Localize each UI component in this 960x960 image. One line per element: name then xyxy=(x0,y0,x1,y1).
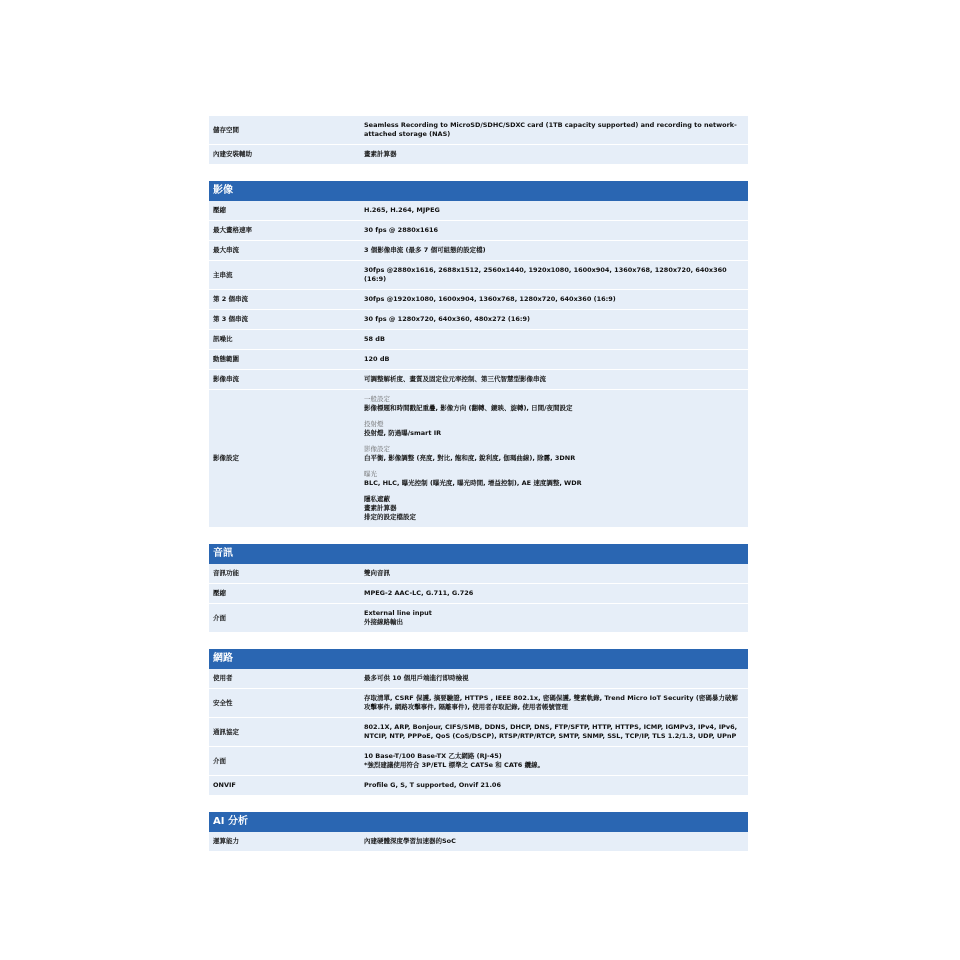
spec-label: 壓縮 xyxy=(213,589,226,597)
spec-label: 音訊功能 xyxy=(213,569,239,577)
spec-value xyxy=(364,718,748,746)
spec-section xyxy=(209,181,748,528)
group-text: 投射燈, 防過曝/smart IR xyxy=(364,429,442,437)
spec-section xyxy=(209,649,748,796)
spec-label: ONVIF xyxy=(213,781,236,789)
spec-row xyxy=(209,832,748,852)
spec-value xyxy=(364,330,748,349)
setting-group xyxy=(364,470,744,488)
value-line: 存取清單, CSRF 保護, 摘要驗證, HTTPS , IEEE 802.1x, 密碼保護, 雙素軌錄, Trend Micro IoT Security (密碼暴力破解攻擊事件, 網路攻擊事件, 隔離事件), 使用者存取記錄, 使用者帳號管理 xyxy=(364,694,738,711)
spec-label: 介面 xyxy=(213,613,226,622)
spec-label: 第 2 個串流 xyxy=(213,295,249,303)
group-caption: 曝光 xyxy=(364,470,377,478)
section-header: AI 分析 xyxy=(209,812,748,832)
section-header: 網路 xyxy=(209,649,748,669)
value-line: 30 fps @ 1280x720, 640x360, 480x272 (16:9) xyxy=(364,315,531,323)
group-caption: 影像設定 xyxy=(364,445,390,453)
spec-label: 最大串流 xyxy=(213,246,239,254)
value-line: Profile G, S, T supported, Onvif 21.06 xyxy=(364,781,501,789)
spec-label: 運算能力 xyxy=(213,837,239,845)
spec-row xyxy=(209,201,748,221)
spec-row xyxy=(209,116,748,145)
setting-group xyxy=(364,420,744,438)
spec-value xyxy=(364,832,748,851)
spec-label: 安全性 xyxy=(213,698,233,707)
spec-value xyxy=(364,564,748,583)
setting-group xyxy=(364,445,744,463)
section-header: 影像 xyxy=(209,181,748,201)
spec-label: 第 3 個串流 xyxy=(213,315,249,323)
value-line: 外接線路輸出 xyxy=(364,618,403,626)
group-caption: 一般設定 xyxy=(364,395,390,403)
spec-value xyxy=(364,241,748,260)
spec-row xyxy=(209,390,748,528)
group-text: BLC, HLC, 曝光控制 (曝光度, 曝光時間, 增益控制), AE 速度調整, WDR xyxy=(364,479,582,487)
spec-value xyxy=(364,145,748,164)
spec-row xyxy=(209,564,748,584)
spec-row xyxy=(209,689,748,718)
spec-value xyxy=(364,390,748,527)
spec-label: 介面 xyxy=(213,756,226,765)
spec-value xyxy=(364,669,748,688)
spec-section xyxy=(209,812,748,852)
spec-value xyxy=(364,370,748,389)
value-line: *強烈建議使用符合 3P/ETL 標準之 CAT5e 和 CAT6 纜線。 xyxy=(364,761,545,769)
group-text: 白平衡, 影像調整 (亮度, 對比, 飽和度, 銳利度, 伽瑪曲線), 除霧, 3DNR xyxy=(364,454,576,462)
spec-label: 主串流 xyxy=(213,270,233,279)
spec-label: 訊噪比 xyxy=(213,335,233,343)
section-header: 音訊 xyxy=(209,544,748,564)
spec-value xyxy=(364,290,748,309)
spec-row xyxy=(209,330,748,350)
group-text: 影像標題和時間戳記重疊, 影像方向 (翻轉、鏡映、旋轉), 日間/夜間設定 xyxy=(364,404,573,412)
spec-label: 內建安裝輔助 xyxy=(213,150,252,158)
spec-sheet xyxy=(209,116,748,868)
value-line: 30fps @1920x1080, 1600x904, 1360x768, 1280x720, 640x360 (16:9) xyxy=(364,295,616,303)
spec-label: 使用者 xyxy=(213,674,233,682)
value-line: 120 dB xyxy=(364,355,390,363)
spec-value xyxy=(364,689,748,717)
spec-label: 影像串流 xyxy=(213,375,239,383)
group-text: 畫素計算器 xyxy=(364,504,397,512)
spec-row xyxy=(209,241,748,261)
spec-value xyxy=(364,221,748,240)
value-line: 3 個影像串流 (最多 7 個可組態的設定檔) xyxy=(364,246,486,254)
spec-value xyxy=(364,350,748,369)
spec-value xyxy=(364,604,748,632)
spec-label: 儲存空間 xyxy=(213,125,239,134)
spec-value xyxy=(364,747,748,775)
spec-label: 壓縮 xyxy=(213,206,226,214)
spec-section xyxy=(209,544,748,633)
value-line: Seamless Recording to MicroSD/SDHC/SDXC card (1TB capacity supported) and recording to network-attached storage (NAS) xyxy=(364,121,737,138)
spec-value xyxy=(364,201,748,220)
spec-row xyxy=(209,604,748,633)
spec-row xyxy=(209,584,748,604)
spec-section xyxy=(209,116,748,165)
value-line: 30fps @2880x1616, 2688x1512, 2560x1440, 1920x1080, 1600x904, 1360x768, 1280x720, 640x360 (16:9) xyxy=(364,266,727,283)
spec-label: 最大畫格速率 xyxy=(213,226,252,234)
value-line: 可調整解析度、畫質及固定位元率控制、第三代智慧型影像串流 xyxy=(364,375,546,383)
spec-value xyxy=(364,261,748,289)
value-line: 內建硬體深度學習加速器的SoC xyxy=(364,837,456,845)
spec-row xyxy=(209,290,748,310)
group-caption: 投射燈 xyxy=(364,420,384,428)
value-line: 10 Base-T/100 Base-TX 乙太網路 (RJ-45) xyxy=(364,752,502,760)
value-line: 畫素計算器 xyxy=(364,150,397,158)
spec-value xyxy=(364,116,748,144)
value-line: 30 fps @ 2880x1616 xyxy=(364,226,439,234)
spec-value xyxy=(364,776,748,795)
spec-row xyxy=(209,310,748,330)
setting-group xyxy=(364,395,744,413)
spec-row xyxy=(209,747,748,776)
spec-label: 影像設定 xyxy=(213,454,239,462)
spec-value xyxy=(364,310,748,329)
spec-label: 動態範圍 xyxy=(213,355,239,363)
spec-row xyxy=(209,370,748,390)
value-line: 雙向音訊 xyxy=(364,569,390,577)
spec-row xyxy=(209,669,748,689)
spec-row xyxy=(209,145,748,165)
value-line: 802.1X, ARP, Bonjour, CIFS/SMB, DDNS, DHCP, DNS, FTP/SFTP, HTTP, HTTPS, ICMP, IGMPv3, IPv4, IPv6, NTCIP, NTP, PPPoE, QoS (CoS/DSCP), RTSP/RTP/RTCP, SMTP, SNMP, SSL, TCP/IP, TLS 1.2/1.3, UDP, UPnP xyxy=(364,723,738,740)
group-text: 排定的設定檔設定 xyxy=(364,513,416,521)
value-line: External line input xyxy=(364,609,432,617)
spec-row xyxy=(209,776,748,796)
value-line: 最多可供 10 個用戶端進行即時檢視 xyxy=(364,674,469,682)
value-line: MPEG-2 AAC-LC, G.711, G.726 xyxy=(364,589,474,597)
spec-value xyxy=(364,584,748,603)
spec-row xyxy=(209,261,748,290)
group-text: 隱私遮蔽 xyxy=(364,495,390,503)
value-line: 58 dB xyxy=(364,335,385,343)
spec-row xyxy=(209,350,748,370)
spec-row xyxy=(209,221,748,241)
value-line: H.265, H.264, MJPEG xyxy=(364,206,440,214)
spec-row xyxy=(209,718,748,747)
spec-label: 通訊協定 xyxy=(213,727,239,736)
setting-group xyxy=(364,495,744,522)
